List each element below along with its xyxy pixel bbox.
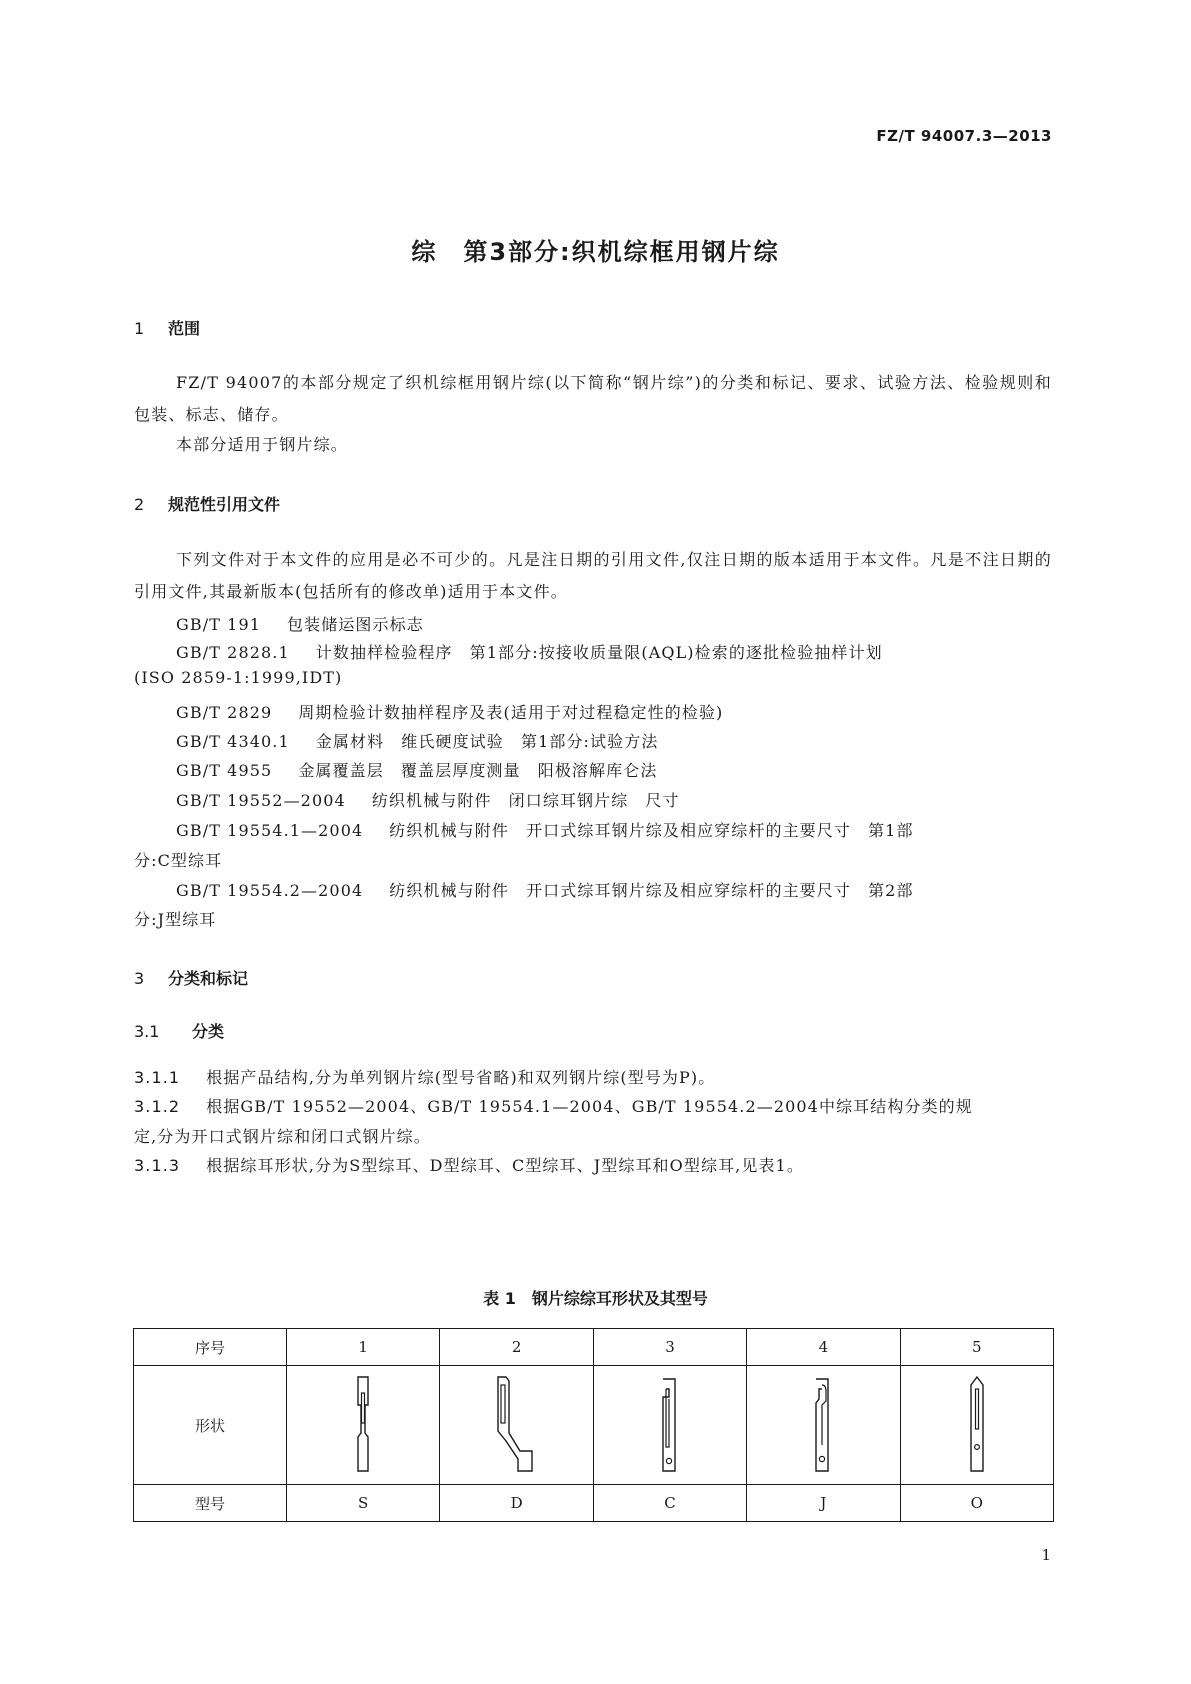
reference-item (134, 878, 914, 901)
reference-title: 纺织机械与附件 闭口综耳钢片综 尺寸 (371, 791, 680, 810)
reference-title: 周期检验计数抽样程序及表(适用于对过程稳定性的检验) (298, 703, 724, 722)
section-title: 范围 (168, 319, 201, 338)
section-number: 2 (134, 495, 145, 514)
table-cell-shape (747, 1366, 900, 1485)
reference-title: 纺织机械与附件 开口式综耳钢片综及相应穿综杆的主要尺寸 第2部 (389, 881, 914, 900)
table-cell-shape (287, 1366, 440, 1485)
section-number: 3 (134, 969, 145, 988)
row-label-type: 型号 (134, 1485, 287, 1522)
section-number: 3.1 (134, 1022, 160, 1041)
reference-item (134, 612, 424, 635)
clause-number: 3.1.2 (134, 1097, 181, 1116)
c-type-heddle-icon (655, 1375, 685, 1475)
clause-number: 3.1.3 (134, 1156, 181, 1175)
table-cell-type: C (593, 1485, 746, 1522)
reference-item (134, 758, 657, 781)
table-cell-index: 3 (593, 1329, 746, 1366)
standard-code: FZ/T 94007.3—2013 (876, 127, 1052, 145)
clause-number: 3.1.1 (134, 1068, 181, 1087)
reference-code: GB/T 4955 (176, 761, 273, 780)
reference-item (134, 729, 658, 752)
reference-code: GB/T 191 (176, 615, 262, 634)
o-type-heddle-icon (965, 1375, 989, 1475)
d-type-heddle-icon (492, 1375, 542, 1475)
table-cell-index: 1 (287, 1329, 440, 1366)
table-caption: 表 1 钢片综综耳形状及其型号 (483, 1289, 708, 1308)
clause-3-1-1 (134, 1065, 715, 1088)
s-type-heddle-icon (351, 1375, 375, 1475)
table-row (134, 1485, 1054, 1522)
reference-item (134, 788, 680, 811)
j-type-heddle-icon (808, 1375, 838, 1475)
table-cell-shape (900, 1366, 1053, 1485)
row-label-shape: 形状 (134, 1366, 287, 1485)
reference-continuation: 分:C型综耳 (134, 851, 223, 870)
reference-code: GB/T 2828.1 (176, 643, 290, 662)
page-title: 综 第3部分:织机综框用钢片综 (411, 238, 780, 266)
section-1-paragraph: FZ/T 94007的本部分规定了织机综框用钢片综(以下简称“钢片综”)的分类和标记、要求、试验方法、检验规则和包装、标志、储存。 (134, 373, 1052, 424)
table-cell-type: S (287, 1485, 440, 1522)
reference-title: 包装储运图示标志 (287, 615, 424, 634)
section-title: 分类和标记 (168, 969, 249, 988)
section-2-heading (134, 492, 280, 515)
section-2-intro: 下列文件对于本文件的应用是必不可少的。凡是注日期的引用文件,仅注日期的版本适用于本文件。凡是不注日期的引用文件,其最新版本(包括所有的修改单)适用于本文件。 (134, 550, 1052, 601)
section-title: 规范性引用文件 (168, 495, 281, 514)
heddle-shape-table (133, 1328, 1054, 1522)
reference-item (134, 818, 914, 841)
section-1-heading (134, 316, 200, 339)
reference-title: 纺织机械与附件 开口式综耳钢片综及相应穿综杆的主要尺寸 第1部 (389, 821, 914, 840)
table-row (134, 1329, 1054, 1366)
section-title: 分类 (192, 1022, 225, 1041)
clause-3-1-2-continuation: 定,分为开口式钢片综和闭口式钢片综。 (134, 1127, 431, 1146)
reference-code: GB/T 19554.2—2004 (176, 881, 364, 900)
reference-title: 计数抽样检验程序 第1部分:按接收质量限(AQL)检索的逐批检验抽样计划 (315, 643, 883, 662)
reference-continuation: (ISO 2859-1:1999,IDT) (134, 668, 343, 687)
clause-text: 根据GB/T 19552—2004、GB/T 19554.1—2004、GB/T 19554.2—2004中综耳结构分类的规 (206, 1097, 973, 1116)
clause-text: 根据产品结构,分为单列钢片综(型号省略)和双列钢片综(型号为P)。 (206, 1068, 716, 1087)
reference-item (134, 700, 723, 723)
section-number: 1 (134, 319, 145, 338)
reference-code: GB/T 19554.1—2004 (176, 821, 364, 840)
reference-title: 金属覆盖层 覆盖层厚度测量 阳极溶解库仑法 (298, 761, 658, 780)
section-3-1-heading (134, 1019, 224, 1042)
table-cell-index: 4 (747, 1329, 900, 1366)
table-cell-type: O (900, 1485, 1053, 1522)
section-3-heading (134, 966, 248, 989)
reference-code: GB/T 4340.1 (176, 732, 290, 751)
row-label-index: 序号 (134, 1329, 287, 1366)
table-cell-index: 2 (440, 1329, 593, 1366)
table-cell-shape (593, 1366, 746, 1485)
table-cell-type: J (747, 1485, 900, 1522)
page-number: 1 (1041, 1546, 1051, 1564)
reference-code: GB/T 19552—2004 (176, 791, 346, 810)
clause-3-1-2 (134, 1094, 973, 1117)
table-row (134, 1366, 1054, 1485)
table-cell-index: 5 (900, 1329, 1053, 1366)
section-1-scope-paragraph: 本部分适用于钢片综。 (176, 435, 349, 454)
reference-title: 金属材料 维氏硬度试验 第1部分:试验方法 (315, 732, 659, 751)
clause-3-1-3 (134, 1153, 804, 1176)
reference-continuation: 分:J型综耳 (134, 910, 217, 929)
clause-text: 根据综耳形状,分为S型综耳、D型综耳、C型综耳、J型综耳和O型综耳,见表1。 (206, 1156, 804, 1175)
table-cell-shape (440, 1366, 593, 1485)
table-cell-type: D (440, 1485, 593, 1522)
reference-code: GB/T 2829 (176, 703, 273, 722)
reference-item (134, 640, 883, 663)
